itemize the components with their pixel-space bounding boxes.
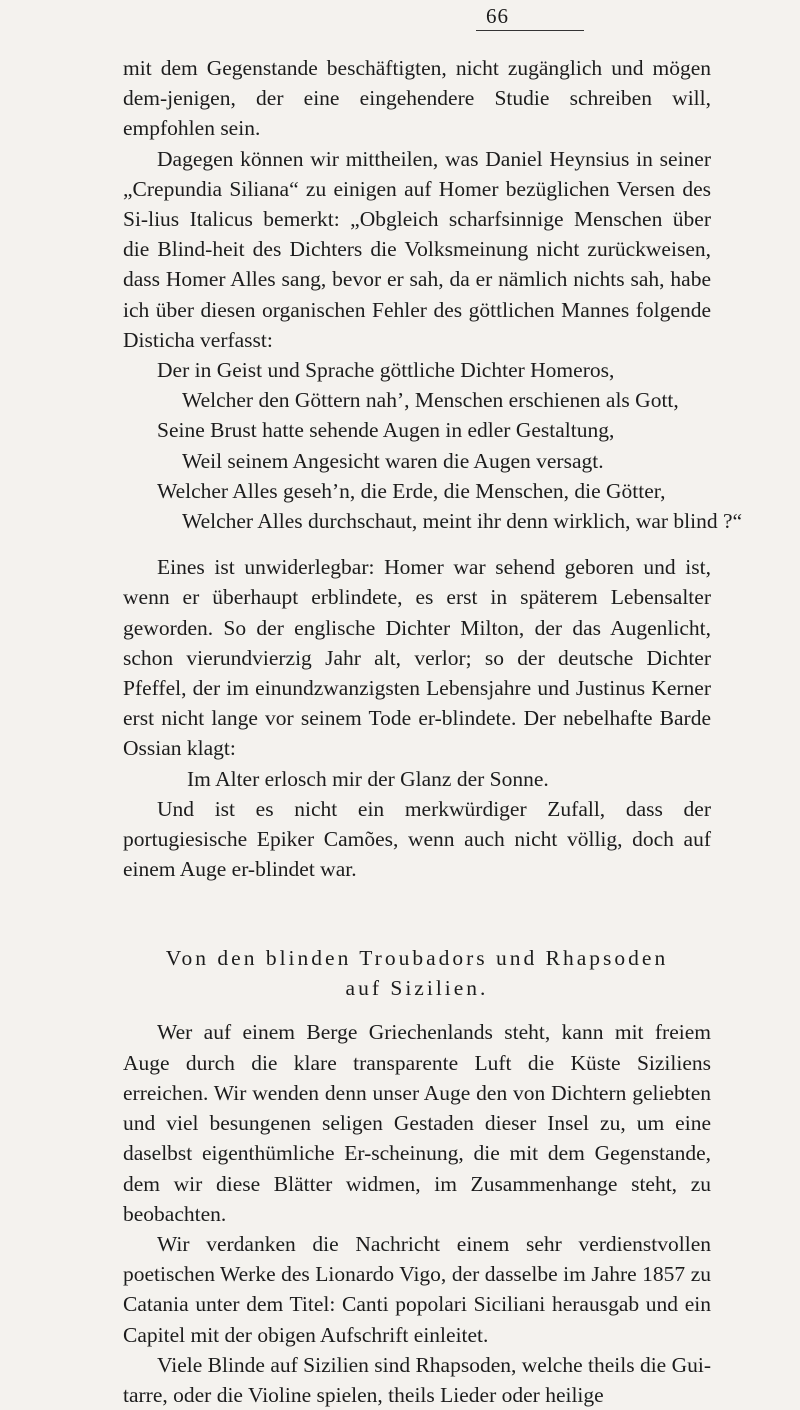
verse-line: Welcher Alles geseh’n, die Erde, die Menschen, die Götter, (157, 478, 666, 503)
paragraph-heynsius: Dagegen können wir mittheilen, was Daniel Heynsius in seiner „Crepundia Siliana“ zu einigen auf Homer bezüglichen Versen des Si-lius Italicus bemerkt: „Obgleich scharfsinnige Menschen über die Blind-heit des Dichters die Volksmeinung nicht zurückweisen, dass Homer Alles sang, bevor er sah, da er nämlich nichts sah, habe ich über diesen organischen Fehler des göttlichen Mannes folgende Disticha verfasst: (123, 146, 711, 352)
paragraph-continuation: mit dem Gegenstande beschäftigten, nicht zugänglich und mögen dem-jenigen, der eine eingehendere Studie schreiben will, empfohlen sein. (123, 56, 711, 141)
paragraph-sicily: Wer auf einem Berge Griechenlands steht, kann mit freiem Auge durch die klare transparente Luft die Küste Siziliens erreichen. Wir wenden denn unser Auge den von Dichtern geliebten und viel besungenen seligen Gestaden dieser Insel zu, um eine daselbst eigenthümliche Er-scheinung, die mit dem Gegenstande, dem wir diese Blätter widmen, im Zusammenhange steht, zu beobachten. (123, 1020, 711, 1226)
verse-line: Welcher Alles durchschaut, meint ihr denn wirklich, war blind ?“ (182, 509, 743, 534)
paragraph-homer-milton: Eines ist unwiderlegbar: Homer war sehend geboren und ist, wenn er überhaupt erblindete, es erst in späterem Lebensalter geworden. So der englische Dichter Milton, der das Augenlicht, schon vierundvierzig Jahr alt, verlor; so der deutsche Dichter Pfeffel, der im einundzwanzigsten Lebensjahre und Justinus Kerner erst nicht lange vor seinem Tode er-blindete. Der nebelhafte Barde Ossian klagt: (123, 555, 711, 761)
body-text (123, 53, 743, 1410)
section-heading-line-1: Von den blinden Troubadors und Rhapsoden (165, 946, 669, 971)
section-heading (123, 943, 711, 1003)
header-rule (476, 30, 584, 31)
verse-line: Weil seinem Angesicht waren die Augen versagt. (182, 448, 604, 473)
paragraph-vigo: Wir verdanken die Nachricht einem sehr verdienstvollen poetischen Werke des Lionardo Vigo, der dasselbe im Jahre 1857 zu Catania unter dem Titel: Canti popolari Siciliani herausgab und ein Capitel mit der obigen Aufschrift einleitet. (123, 1231, 711, 1347)
paragraph-camoes: Und ist es nicht ein merkwürdiger Zufall, dass der portugiesische Epiker Camões, wenn auch nicht völlig, doch auf einem Auge er-blindet war. (123, 796, 711, 882)
paragraph-rhapsodes: Viele Blinde auf Sizilien sind Rhapsoden, welche theils die Gui-tarre, oder die Violine spielen, theils Lieder oder heilige (123, 1352, 712, 1407)
verse-line: Seine Brust hatte sehende Augen in edler Gestaltung, (157, 418, 615, 443)
section-heading-line-2: auf Sizilien. (345, 976, 489, 1001)
verse-line: Welcher den Göttern nah’, Menschen erschienen als Gott, (182, 388, 679, 413)
ossian-quote: Im Alter erlosch mir der Glanz der Sonne. (187, 766, 549, 791)
page-number: 66 (486, 4, 509, 28)
verse-line: Der in Geist und Sprache göttliche Dichter Homeros, (157, 358, 615, 383)
verse-disticha (123, 355, 743, 536)
